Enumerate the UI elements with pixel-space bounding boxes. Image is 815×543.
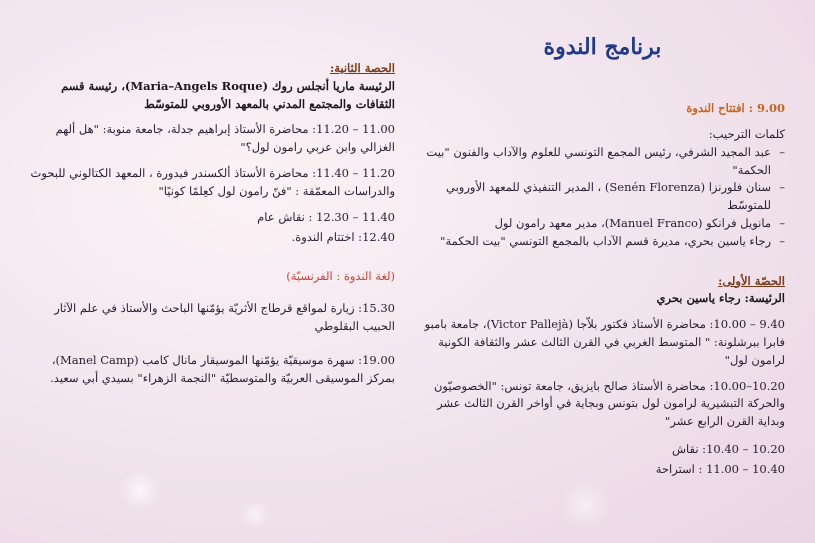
right-column (420, 30, 785, 487)
program-title: برنامج الندوة (543, 34, 662, 60)
list-item: – رجاء ياسين بحري، مديرة قسم الآداب بالمجمع التونسي "بيت الحكمة" (420, 233, 785, 251)
welcome-label: كلمات الترحيب: (708, 126, 785, 141)
opening-heading: 9.00 : افتتاح الندوة (686, 101, 785, 116)
session1-heading: الحصّة الأولى: (718, 273, 785, 288)
session2-item: 12.40: اختتام الندوة. (291, 229, 395, 244)
session2-item: 11.40 – 12.30 : نقاش عام (257, 209, 395, 224)
session1-chair: الرئيسة: رجاء ياسين بحري (656, 291, 785, 306)
session2-item: 11.20 – 11.40: محاضرة الأستاذ ألكسندر فيدورة ، المعهد الكتالوني للبحوث والدراسات المعمّقة : "فنّ رامون لول كعِلمًا كونيًا" (30, 166, 395, 198)
sparkle-decoration (120, 470, 160, 510)
session1-item: 10.20–10.00: محاضرة الأستاذ صالح بايزيق، جامعة تونس: "الخصوصيّون والحركة التبشيرية لرامون لول بتونس وبجاية في أواخر القرن الثالث عشر وبداية القرن الرابع عشر" (433, 378, 785, 429)
afternoon-item: 15.30: زيارة لمواقع قرطاج الأثريّة يؤمّنها الباحث والأستاذ في علم الآثار الحبيب البقلوطي (54, 301, 395, 333)
left-column (30, 60, 395, 395)
session1-item: 9.40 – 10.00: محاضرة الأستاذ فكتور بلاّجا (Victor Pallejà)، جامعة بامبو فابرا ببرشلونة: " المتوسط الغربي في القرن الثالث عشر والثقافة الكونية لرامون لول" (424, 317, 785, 367)
session1-item: 10.40 – 11.00 : استراحة (655, 461, 785, 476)
session1-item: 10.20 – 10.40: نقاش (671, 442, 785, 457)
sparkle-decoration (240, 500, 270, 530)
afternoon-item: 19.00: سهرة موسيقيّة يؤمّنها الموسيقار مانال كامب (Manel Camp)، بمركز الموسيقى العربيّة والمتوسطيّة "النجمة الزهراء" بسيدي أبي سعيد. (50, 352, 395, 385)
session2-heading: الحصة الثانية: (329, 61, 395, 75)
sparkle-decoration (560, 480, 610, 530)
list-item: – عبد المجيد الشرفي، رئيس المجمع التونسي للعلوم والآداب والفنون "بيت الحكمة" (420, 144, 785, 180)
list-item: – سنان فلورنزا (Senén Florenza) ، المدير التنفيذي للمعهد الأوروبي للمتوسّط (420, 179, 785, 215)
welcome-speakers-list (420, 144, 785, 251)
language-note: (لغة الندوة : الفرنسيّة) (286, 269, 395, 284)
session2-item: 11.00 – 11.20: محاضرة الأستاذ إبراهيم جدلة، جامعة منوبة: "هل ألهم الغزالي وابن عربي رامون لول؟" (55, 122, 395, 155)
list-item: – مانويل فرانكو (Manuel Franco)، مدير معهد رامون لول (420, 215, 785, 233)
session2-chair: الرئيسة ماريا أنجلس روك (Maria–Angels Roque)، رئيسة قسم الثقافات والمجتمع المدني بالمعهد الأوروبي للمتوسّط (61, 78, 395, 111)
